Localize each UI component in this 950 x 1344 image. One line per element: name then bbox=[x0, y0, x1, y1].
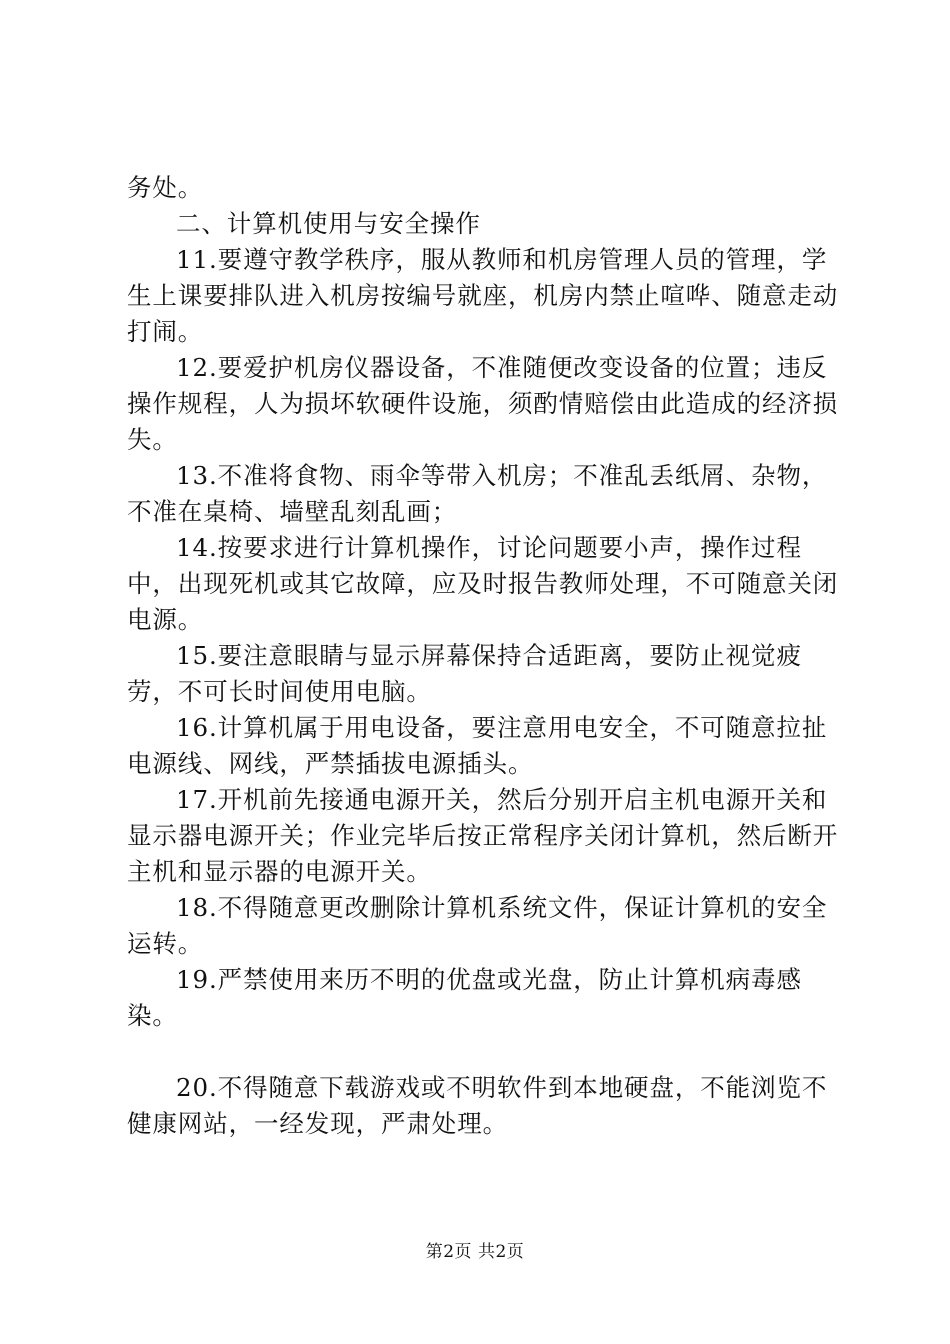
rule-item-12: 12.要爱护机房仪器设备，不准随便改变设备的位置；违反操作规程，人为损坏软硬件设施，须酌情赔偿由此造成的经济损失。 bbox=[127, 353, 839, 454]
rule-item-14: 14.按要求进行计算机操作，讨论问题要小声，操作过程中，出现死机或其它故障，应及时报告教师处理，不可随意关闭电源。 bbox=[127, 533, 839, 634]
page-footer bbox=[0, 1240, 950, 1264]
rule-item-13: 13.不准将食物、雨伞等带入机房；不准乱丢纸屑、杂物，不准在桌椅、墙壁乱刻乱画； bbox=[127, 461, 828, 526]
section-heading: 二、计算机使用与安全操作 bbox=[176, 209, 481, 238]
rule-item-18: 18.不得随意更改删除计算机系统文件，保证计算机的安全运转。 bbox=[127, 893, 828, 958]
page-number-label: 第2页 共2页 bbox=[425, 1242, 525, 1262]
rule-item-16: 16.计算机属于用电设备，要注意用电安全，不可随意拉扯电源线、网线，严禁插拔电源插头。 bbox=[127, 713, 828, 778]
rule-item-17: 17.开机前先接通电源开关，然后分别开启主机电源开关和显示器电源开关；作业完毕后按正常程序关闭计算机，然后断开主机和显示器的电源开关。 bbox=[127, 785, 839, 886]
rule-item-19: 19.严禁使用来历不明的优盘或光盘，防止计算机病毒感染。 bbox=[127, 965, 802, 1030]
rule-item-20: 20.不得随意下载游戏或不明软件到本地硬盘，不能浏览不健康网站，一经发现，严肃处理。 bbox=[127, 1073, 828, 1138]
rule-item-15: 15.要注意眼睛与显示屏幕保持合适距离，要防止视觉疲劳，不可长时间使用电脑。 bbox=[127, 641, 802, 706]
document-body bbox=[127, 170, 847, 1142]
rule-item-11: 11.要遵守教学秩序，服从教师和机房管理人员的管理，学生上课要排队进入机房按编号就座，机房内禁止喧哗、随意走动打闹。 bbox=[127, 245, 839, 346]
paragraph-continuation: 务处。 bbox=[127, 173, 204, 202]
